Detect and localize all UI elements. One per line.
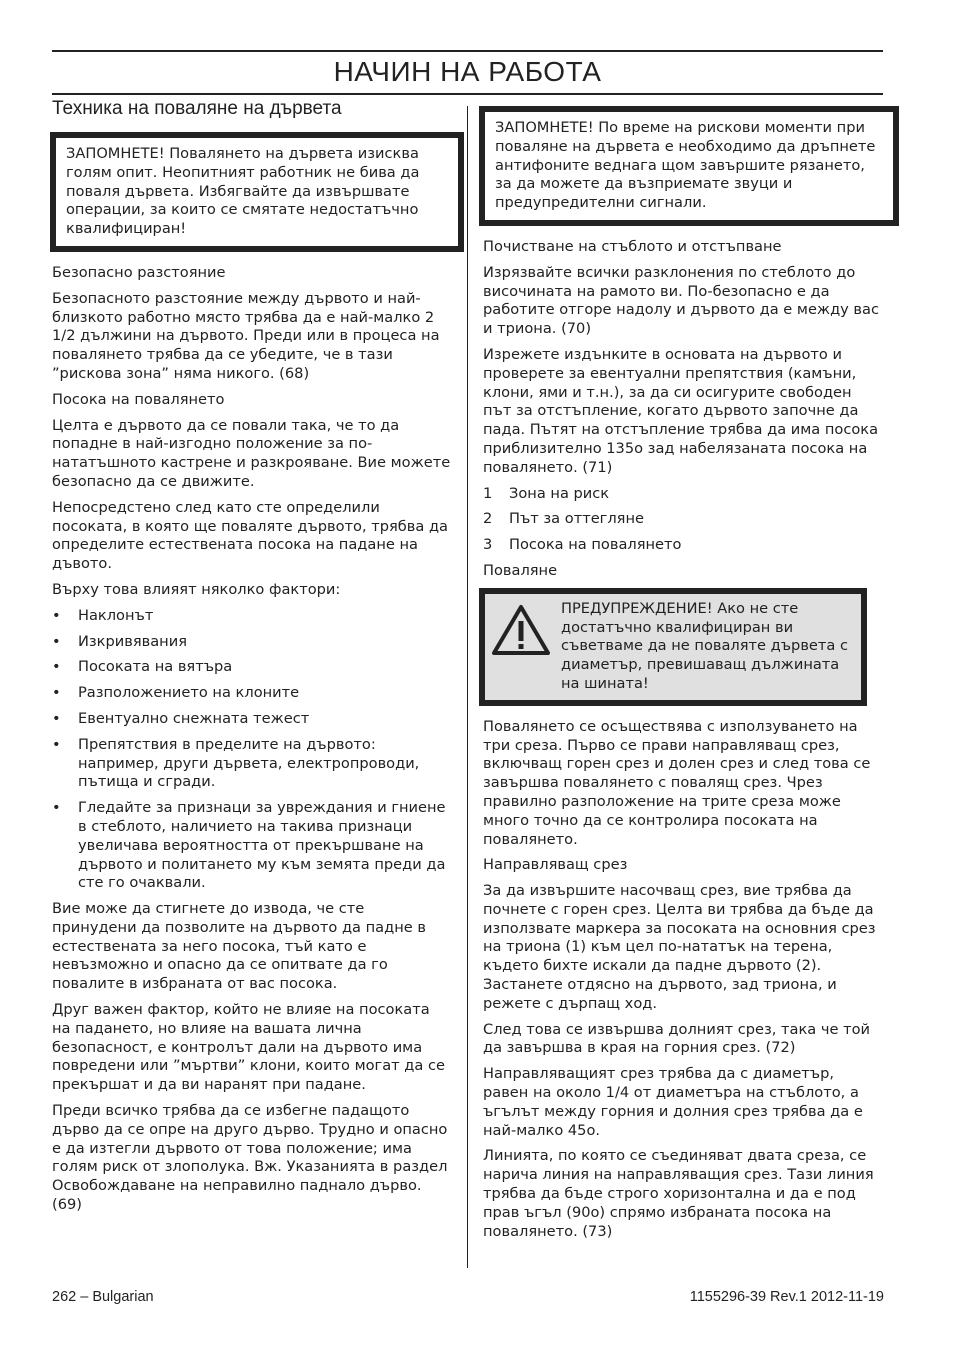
subheading-direction: Посока на повалянето [52, 390, 225, 408]
list-item: • Наклонът [52, 606, 154, 624]
note-box [50, 132, 464, 252]
left-column [52, 98, 452, 1222]
paragraph: Линията, по която се съединяват двата среза, се нарича линия на направляващия срез. Тази линия трябва да бъде строго хоризонтална и да е под прав ъгъл (90о) спрямо избраната посока на повалянето. (73) [483, 1147, 874, 1240]
list-item: • Гледайте за признаци за увреждания и гниене в стеблото, наличието на такива признаци увеличава вероятността от прекършване на дървото и политането му към земята преди да сте го очаквали. [52, 799, 446, 892]
note-text: ЗАПОМНЕТЕ! По време на рискови моменти при поваляне на дървета е необходимо да дръпнете антифоните веднага щом завършите рязането, за да можете да възприемате звуци и предупредителни сигнали. [495, 119, 876, 212]
numbered-list [483, 485, 883, 555]
paragraph: Целта е дървото да се повали така, че то да попадне в най-изгодно положение за по-нататъшното кастрене и разкрояване. Вие можете безопасно да се движите. [52, 416, 451, 490]
list-item: 3 Посока на повалянето [483, 536, 682, 554]
paragraph: Върху това влияят няколко фактори: [52, 580, 341, 598]
list-item: • Разположението на клоните [52, 684, 300, 702]
paragraph: Вие може да стигнете до извода, че сте принудени да позволите на дървото да падне в естествената за него посока, тъй като е невъзможно и опасно да се опитвате да го повалите в избраната от вас посока. [52, 900, 426, 993]
warning-box [479, 588, 867, 706]
list-item: • Посоката на вятъра [52, 658, 233, 676]
list-item: 2 Път за оттегляне [483, 510, 644, 528]
bullet-icon: • [52, 799, 61, 817]
subheading-safe-distance: Безопасно разстояние [52, 263, 226, 281]
bullet-icon: • [52, 606, 61, 624]
page-title: НАЧИН НА РАБОТА [333, 56, 602, 87]
list-item: • Евентуално снежната тежест [52, 709, 310, 727]
paragraph: Изрежете издънките в основата на дървото и проверете за евентуални препятствия (камъни, клони, ями и т.н.), за да си осигурите свободен път за отстъпление, когато дървото започне да пада. Пътят на отстъпление трябва да има посока приблизително 135о зад набелязаната посока на повалянето. (71) [483, 345, 879, 476]
paragraph: Направляващият срез трябва да с диаметър, равен на около 1/4 от диаметъра на стъблото, а ъгълът между горния и долния срез трябва да е най-малко 45о. [483, 1065, 863, 1139]
list-item: • Препятствия в пределите на дървото: например, други дървета, електропроводи, пътища и сгради. [52, 735, 420, 791]
note-text: ЗАПОМНЕТЕ! Повалянето на дървета изисква голям опит. Неопитният работник не бива да поваля дървета. Избягвайте да извършвате операции, за които се смятате недостатъчно квалифициран! [66, 145, 420, 238]
page-number: 262 – Bulgarian [52, 1289, 154, 1305]
paragraph: Преди всичко трябва да се избегне падащото дърво да се опре на друго дърво. Трудно и опасно е да изтегли дървото от това положение; има голям риск от злополука. Вж. Указанията в раздел Освобождаване на неправилно паднало дърво. (69) [52, 1102, 448, 1214]
paragraph: Изрязвайте всички разклонения по стеблото до височината на рамото ви. По-безопасно е да работите отгоре надолу и дървото да е между вас и триона. (70) [483, 263, 879, 338]
paragraph: За да извършите насочващ срез, вие трябва да почнете с горен срез. Целта ви трябва да бъде да използвате маркера за посоката на основния срез на триона (1) към цел по-нататък на терена, където бихте искали да падне дървото (2). Застанете отдясно на дървото, зад триона, и режете с дърпащ ход. [483, 882, 876, 1012]
subheading-felling: Поваляне [483, 561, 558, 579]
bullet-icon: • [52, 658, 61, 676]
bullet-icon: • [52, 735, 61, 753]
top-rule [52, 50, 883, 52]
paragraph: Непосредстено след като сте определили посоката, в която ще поваляте дървото, трябва да определите естествената посока на падане на дъвото. [52, 498, 448, 573]
subheading-clearing: Почистване на стъблото и отстъпване [483, 237, 782, 255]
column-divider [467, 106, 468, 1268]
bullet-icon: • [52, 684, 61, 702]
paragraph: Друг важен фактор, който не влияе на посоката на падането, но влияе на вашата лична безопасност, е контролът дали на дървото има повредени или ”мъртви” клони, които могат да се прекършат и да ви наранят при падане. [52, 1001, 445, 1094]
document-revision: 1155296-39 Rev.1 2012-11-19 [689, 1289, 884, 1305]
subheading-guide-cut: Направляващ срез [483, 856, 628, 874]
title-rule [52, 93, 883, 95]
bullet-icon: • [52, 632, 61, 650]
warning-text: ПРЕДУПРЕЖДЕНИЕ! Ако не сте достатъчно квалифициран ви съветваме да не поваляте дървета с диаметър, превишаващ дължината на шината! [561, 599, 849, 692]
factors-list [52, 607, 452, 893]
list-item: 1 Зона на риск [483, 484, 610, 502]
right-column [483, 106, 883, 1248]
paragraph: След това се извършва долният срез, така че той да завършва в края на горния срез. (72) [483, 1020, 871, 1057]
note-box [479, 106, 899, 226]
section-heading: Техника на поваляне на дървета [52, 98, 342, 119]
list-item: • Изкривявания [52, 632, 187, 650]
warning-triangle-icon [491, 600, 561, 694]
paragraph: Повалянето се осъществява с използуването на три среза. Първо се прави направляващ срез, включващ горен срез и долен срез и след това се завършва повалянето с повалящ срез. Чрез правилно разположение на трите среза може много точно да се контролира посоката на повалянето. [483, 717, 871, 848]
bullet-icon: • [52, 709, 61, 727]
paragraph: Безопасното разстояние между дървото и най-близкото работно място трябва да е най-малко 2 1/2 дължини на дървото. Преди или в процеса на повалянето трябва да се убедите, че в тази ”рискова зона” няма никого. (68) [52, 289, 440, 382]
